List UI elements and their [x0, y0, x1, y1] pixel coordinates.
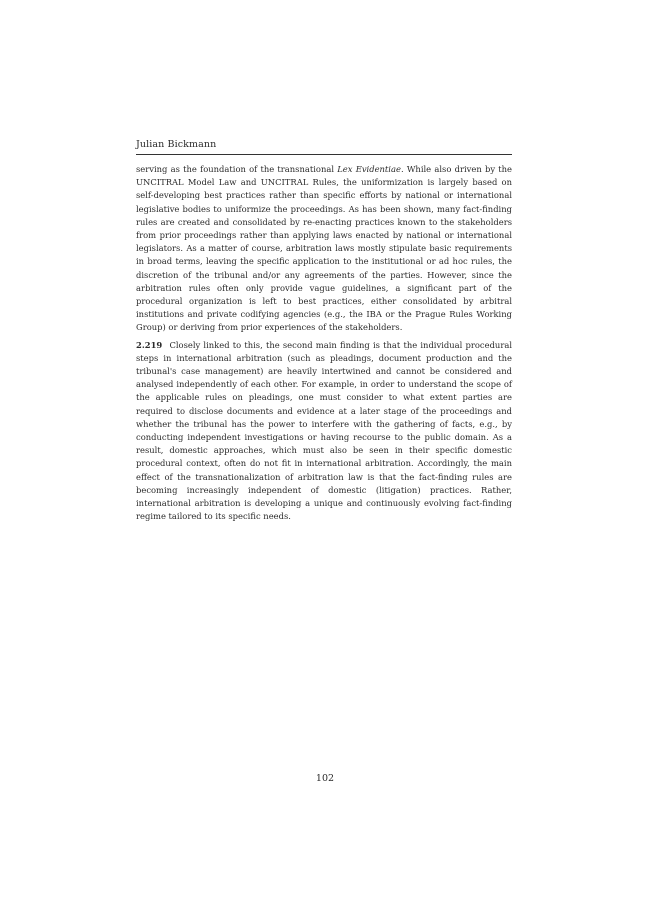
italic-term: Lex Evidentiae — [337, 164, 401, 174]
paragraph-continued — [136, 163, 512, 335]
page-number: 102 — [315, 773, 335, 784]
paragraph-number: 2.219 — [136, 339, 163, 350]
paragraph-2-219 — [136, 339, 512, 524]
paragraph-text: Closely linked to this, the second main finding is that the individual procedural steps in international arbitration (such as pleadings, document production and the tribunal's case management) are heavily intertwined and cannot be considered and analysed independently of each other. For example, in order to understand the scope of the applicable rules on pleadings, one must consider to what extent parties are required to disclose documents and evidence at a later stage of the proceedings and whether the tribunal has the power to interfere with the gathering of facts, e.g., by conducting independent investigations or having recourse to the public domain. As a result, domestic approaches, which must also be seen in their specific domestic procedural context, often do not fit in international arbitration. Accordingly, the main effect of the transnationalization of arbitration law is that the fact-finding rules are becoming increasingly independent of domestic (litigation) practices. Rather, international arbitration is developing a unique and continuously evolving fact-finding regime tailored to its specific needs. — [136, 339, 512, 522]
author-name: Julian Bickmann — [136, 139, 217, 150]
paragraph-text: serving as the foundation of the transnational — [136, 164, 338, 174]
paragraph-text: . While also driven by the UNCITRAL Model Law and UNCITRAL Rules, the uniformization is largely based on self-developing best practices rather than specific efforts by national or international legislative bodies to uniformize the proceedings. As has been shown, many fact-finding rules are created and consolidated by re-enacting practices known to the stakeholders from prior proceedings rather than applying laws enacted by national or international legislators. As a matter of course, arbitration laws mostly stipulate basic requirements in broad terms, leaving the specific application to the institutional or ad hoc rules, the discretion of the tribunal and/or any agreements of the parties. However, since the arbitration rules often only provide vague guidelines, a significant part of the procedural organization is left to best practices, either consolidated by arbitral institutions and private codifying agencies (e.g., the IBA or the Prague Rules Working Group) or deriving from prior experiences of the stakeholders. — [136, 164, 512, 333]
running-header — [136, 138, 512, 155]
body-text — [136, 163, 512, 527]
